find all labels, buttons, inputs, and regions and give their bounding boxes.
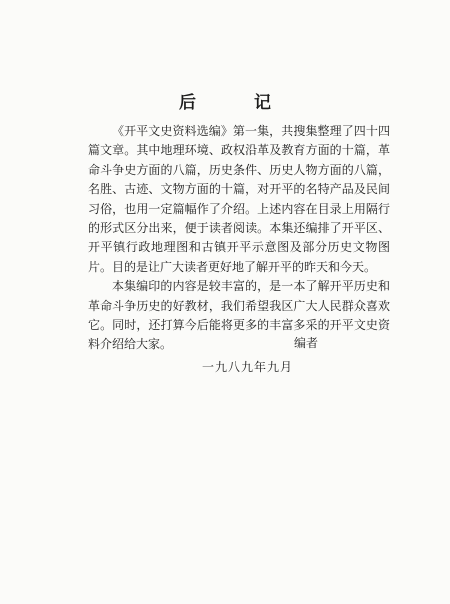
signature-date: 一九八九年九月: [202, 360, 294, 374]
body-text: [88, 122, 390, 355]
paragraph-2: 本集编印的内容是较丰富的，是一本了解开平历史和革命斗争历史的好教材，我们希望我区广大人民群众喜欢它。同时，还打算今后能将更多的丰富多采的开平文史资料介绍给大家。: [88, 279, 390, 352]
page-title: 后记: [179, 93, 329, 113]
paragraph-1: 《开平文史资料选编》第一集，共搜集整理了四十四篇文章。其中地理环境、政权沿革及教育方面的十篇，革命斗争史方面的八篇，历史条件、历史人物方面的八篇，名胜、古迹、文物方面的十篇，对开平的名特产品及民间习俗，也用一定篇幅作了介绍。上述内容在目录上用隔行的形式区分出来，便于读者阅读。本集还编排了开平区、开平镇行政地理图和古镇开平示意图及部分历史文物图片。目的是让广大读者更好地了解开平的昨天和今天。: [88, 124, 390, 274]
signature-editor: 编者: [294, 336, 319, 350]
